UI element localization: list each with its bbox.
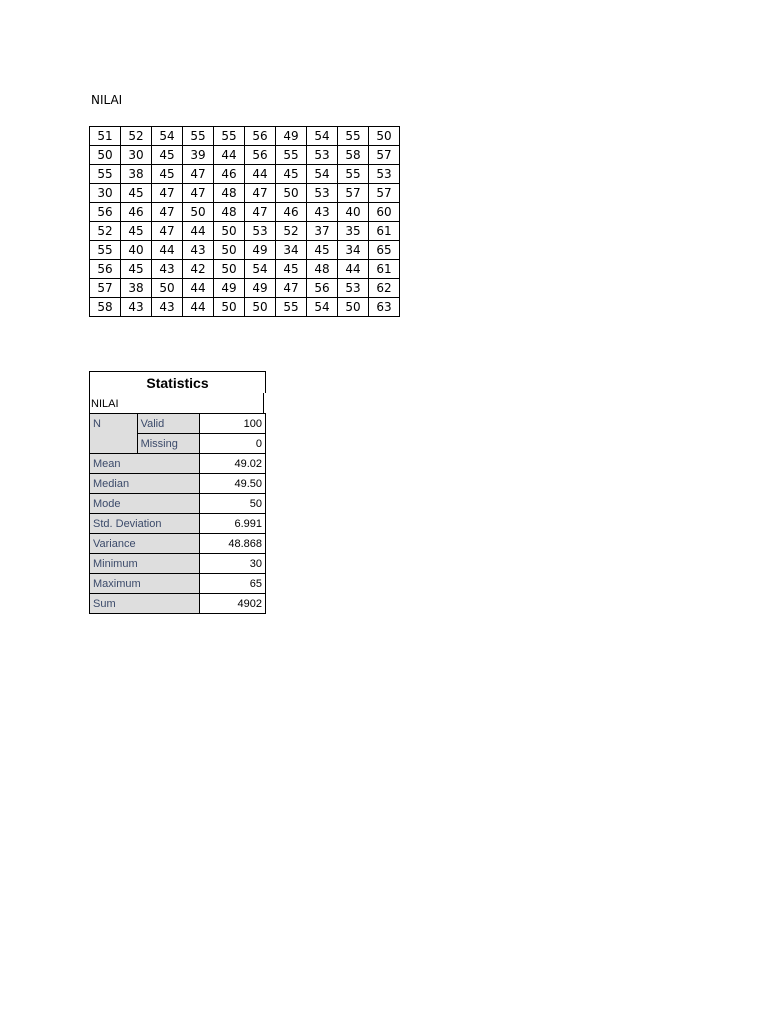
stat-row <box>90 454 266 474</box>
stat-value: 48.868 <box>200 534 266 554</box>
grid-cell: 45 <box>121 184 152 203</box>
grid-cell: 30 <box>121 146 152 165</box>
grid-cell: 47 <box>183 184 214 203</box>
statistics-grid <box>89 413 266 614</box>
grid-cell: 50 <box>90 146 121 165</box>
grid-cell: 40 <box>121 241 152 260</box>
stat-label: Sum <box>90 594 200 614</box>
grid-cell: 55 <box>90 165 121 184</box>
stat-value: 4902 <box>200 594 266 614</box>
grid-cell: 45 <box>152 165 183 184</box>
grid-cell: 55 <box>276 146 307 165</box>
grid-cell: 46 <box>214 165 245 184</box>
stat-value: 65 <box>200 574 266 594</box>
grid-cell: 44 <box>183 222 214 241</box>
statistics-title: Statistics <box>89 371 266 393</box>
grid-cell: 47 <box>152 203 183 222</box>
grid-cell: 51 <box>90 127 121 146</box>
grid-cell: 57 <box>90 279 121 298</box>
grid-cell: 39 <box>183 146 214 165</box>
grid-cell: 50 <box>338 298 369 317</box>
grid-cell: 57 <box>369 146 400 165</box>
stat-row <box>90 534 266 554</box>
grid-cell: 50 <box>214 222 245 241</box>
grid-row <box>90 222 400 241</box>
grid-cell: 54 <box>245 260 276 279</box>
grid-cell: 57 <box>369 184 400 203</box>
grid-cell: 44 <box>338 260 369 279</box>
stat-value: 6.991 <box>200 514 266 534</box>
grid-cell: 43 <box>121 298 152 317</box>
stat-label: Variance <box>90 534 200 554</box>
grid-cell: 54 <box>152 127 183 146</box>
grid-row <box>90 203 400 222</box>
grid-cell: 62 <box>369 279 400 298</box>
grid-cell: 44 <box>245 165 276 184</box>
grid-cell: 35 <box>338 222 369 241</box>
grid-cell: 48 <box>214 203 245 222</box>
stat-row <box>90 494 266 514</box>
grid-cell: 34 <box>276 241 307 260</box>
stat-value: 50 <box>200 494 266 514</box>
grid-cell: 54 <box>307 127 338 146</box>
grid-cell: 43 <box>152 260 183 279</box>
stat-value: 49.50 <box>200 474 266 494</box>
data-grid-table <box>89 126 400 317</box>
grid-row <box>90 241 400 260</box>
grid-cell: 50 <box>152 279 183 298</box>
stat-row <box>90 594 266 614</box>
grid-cell: 44 <box>183 298 214 317</box>
stat-label: Mean <box>90 454 200 474</box>
grid-cell: 48 <box>214 184 245 203</box>
grid-cell: 44 <box>183 279 214 298</box>
grid-cell: 50 <box>369 127 400 146</box>
stat-label-valid: Valid <box>137 414 200 434</box>
grid-cell: 50 <box>183 203 214 222</box>
grid-cell: 47 <box>183 165 214 184</box>
grid-row <box>90 165 400 184</box>
grid-cell: 55 <box>338 165 369 184</box>
grid-cell: 43 <box>307 203 338 222</box>
grid-cell: 56 <box>245 127 276 146</box>
grid-cell: 58 <box>338 146 369 165</box>
grid-cell: 49 <box>214 279 245 298</box>
grid-cell: 38 <box>121 279 152 298</box>
grid-cell: 63 <box>369 298 400 317</box>
grid-cell: 55 <box>276 298 307 317</box>
grid-cell: 53 <box>307 146 338 165</box>
grid-cell: 53 <box>338 279 369 298</box>
grid-cell: 61 <box>369 260 400 279</box>
stat-label: Median <box>90 474 200 494</box>
grid-cell: 56 <box>90 260 121 279</box>
grid-cell: 45 <box>121 260 152 279</box>
grid-cell: 60 <box>369 203 400 222</box>
stat-label: Mode <box>90 494 200 514</box>
grid-cell: 50 <box>245 298 276 317</box>
grid-cell: 55 <box>214 127 245 146</box>
stat-value: 30 <box>200 554 266 574</box>
grid-cell: 52 <box>90 222 121 241</box>
grid-cell: 45 <box>307 241 338 260</box>
grid-cell: 65 <box>369 241 400 260</box>
grid-cell: 52 <box>276 222 307 241</box>
grid-row <box>90 127 400 146</box>
data-title: NILAI <box>91 93 123 107</box>
grid-cell: 55 <box>183 127 214 146</box>
stat-label: Maximum <box>90 574 200 594</box>
grid-row <box>90 260 400 279</box>
stat-label: Std. Deviation <box>90 514 200 534</box>
grid-cell: 53 <box>369 165 400 184</box>
grid-cell: 54 <box>307 165 338 184</box>
stat-value-valid: 100 <box>200 414 266 434</box>
grid-cell: 45 <box>276 260 307 279</box>
grid-cell: 48 <box>307 260 338 279</box>
grid-cell: 56 <box>245 146 276 165</box>
grid-cell: 47 <box>276 279 307 298</box>
stat-label: Minimum <box>90 554 200 574</box>
grid-row <box>90 184 400 203</box>
grid-cell: 44 <box>152 241 183 260</box>
grid-cell: 47 <box>245 184 276 203</box>
grid-cell: 57 <box>338 184 369 203</box>
grid-cell: 50 <box>214 260 245 279</box>
grid-row <box>90 146 400 165</box>
grid-cell: 58 <box>90 298 121 317</box>
grid-cell: 43 <box>183 241 214 260</box>
grid-cell: 49 <box>245 241 276 260</box>
grid-cell: 34 <box>338 241 369 260</box>
grid-cell: 45 <box>121 222 152 241</box>
grid-cell: 55 <box>338 127 369 146</box>
grid-cell: 56 <box>307 279 338 298</box>
grid-cell: 46 <box>121 203 152 222</box>
stat-value-missing: 0 <box>200 434 266 454</box>
grid-cell: 38 <box>121 165 152 184</box>
grid-cell: 61 <box>369 222 400 241</box>
stat-row <box>90 474 266 494</box>
grid-cell: 55 <box>90 241 121 260</box>
grid-cell: 50 <box>276 184 307 203</box>
grid-cell: 46 <box>276 203 307 222</box>
grid-cell: 45 <box>276 165 307 184</box>
grid-cell: 49 <box>276 127 307 146</box>
grid-cell: 47 <box>245 203 276 222</box>
grid-cell: 47 <box>152 222 183 241</box>
grid-row <box>90 298 400 317</box>
grid-cell: 49 <box>245 279 276 298</box>
stat-label-missing: Missing <box>137 434 200 454</box>
grid-row <box>90 279 400 298</box>
grid-cell: 30 <box>90 184 121 203</box>
grid-cell: 50 <box>214 241 245 260</box>
grid-cell: 50 <box>214 298 245 317</box>
statistics-table <box>89 371 266 614</box>
stat-row <box>90 574 266 594</box>
grid-cell: 56 <box>90 203 121 222</box>
grid-cell: 52 <box>121 127 152 146</box>
grid-cell: 47 <box>152 184 183 203</box>
grid-cell: 42 <box>183 260 214 279</box>
grid-cell: 54 <box>307 298 338 317</box>
grid-cell: 37 <box>307 222 338 241</box>
grid-cell: 53 <box>307 184 338 203</box>
grid-cell: 44 <box>214 146 245 165</box>
grid-cell: 53 <box>245 222 276 241</box>
stat-row-valid <box>90 414 266 434</box>
grid-cell: 43 <box>152 298 183 317</box>
stat-row <box>90 514 266 534</box>
stat-row <box>90 554 266 574</box>
stat-value: 49.02 <box>200 454 266 474</box>
statistics-variable: NILAI <box>89 393 264 413</box>
grid-cell: 40 <box>338 203 369 222</box>
stat-label-n: N <box>90 414 138 454</box>
grid-cell: 45 <box>152 146 183 165</box>
